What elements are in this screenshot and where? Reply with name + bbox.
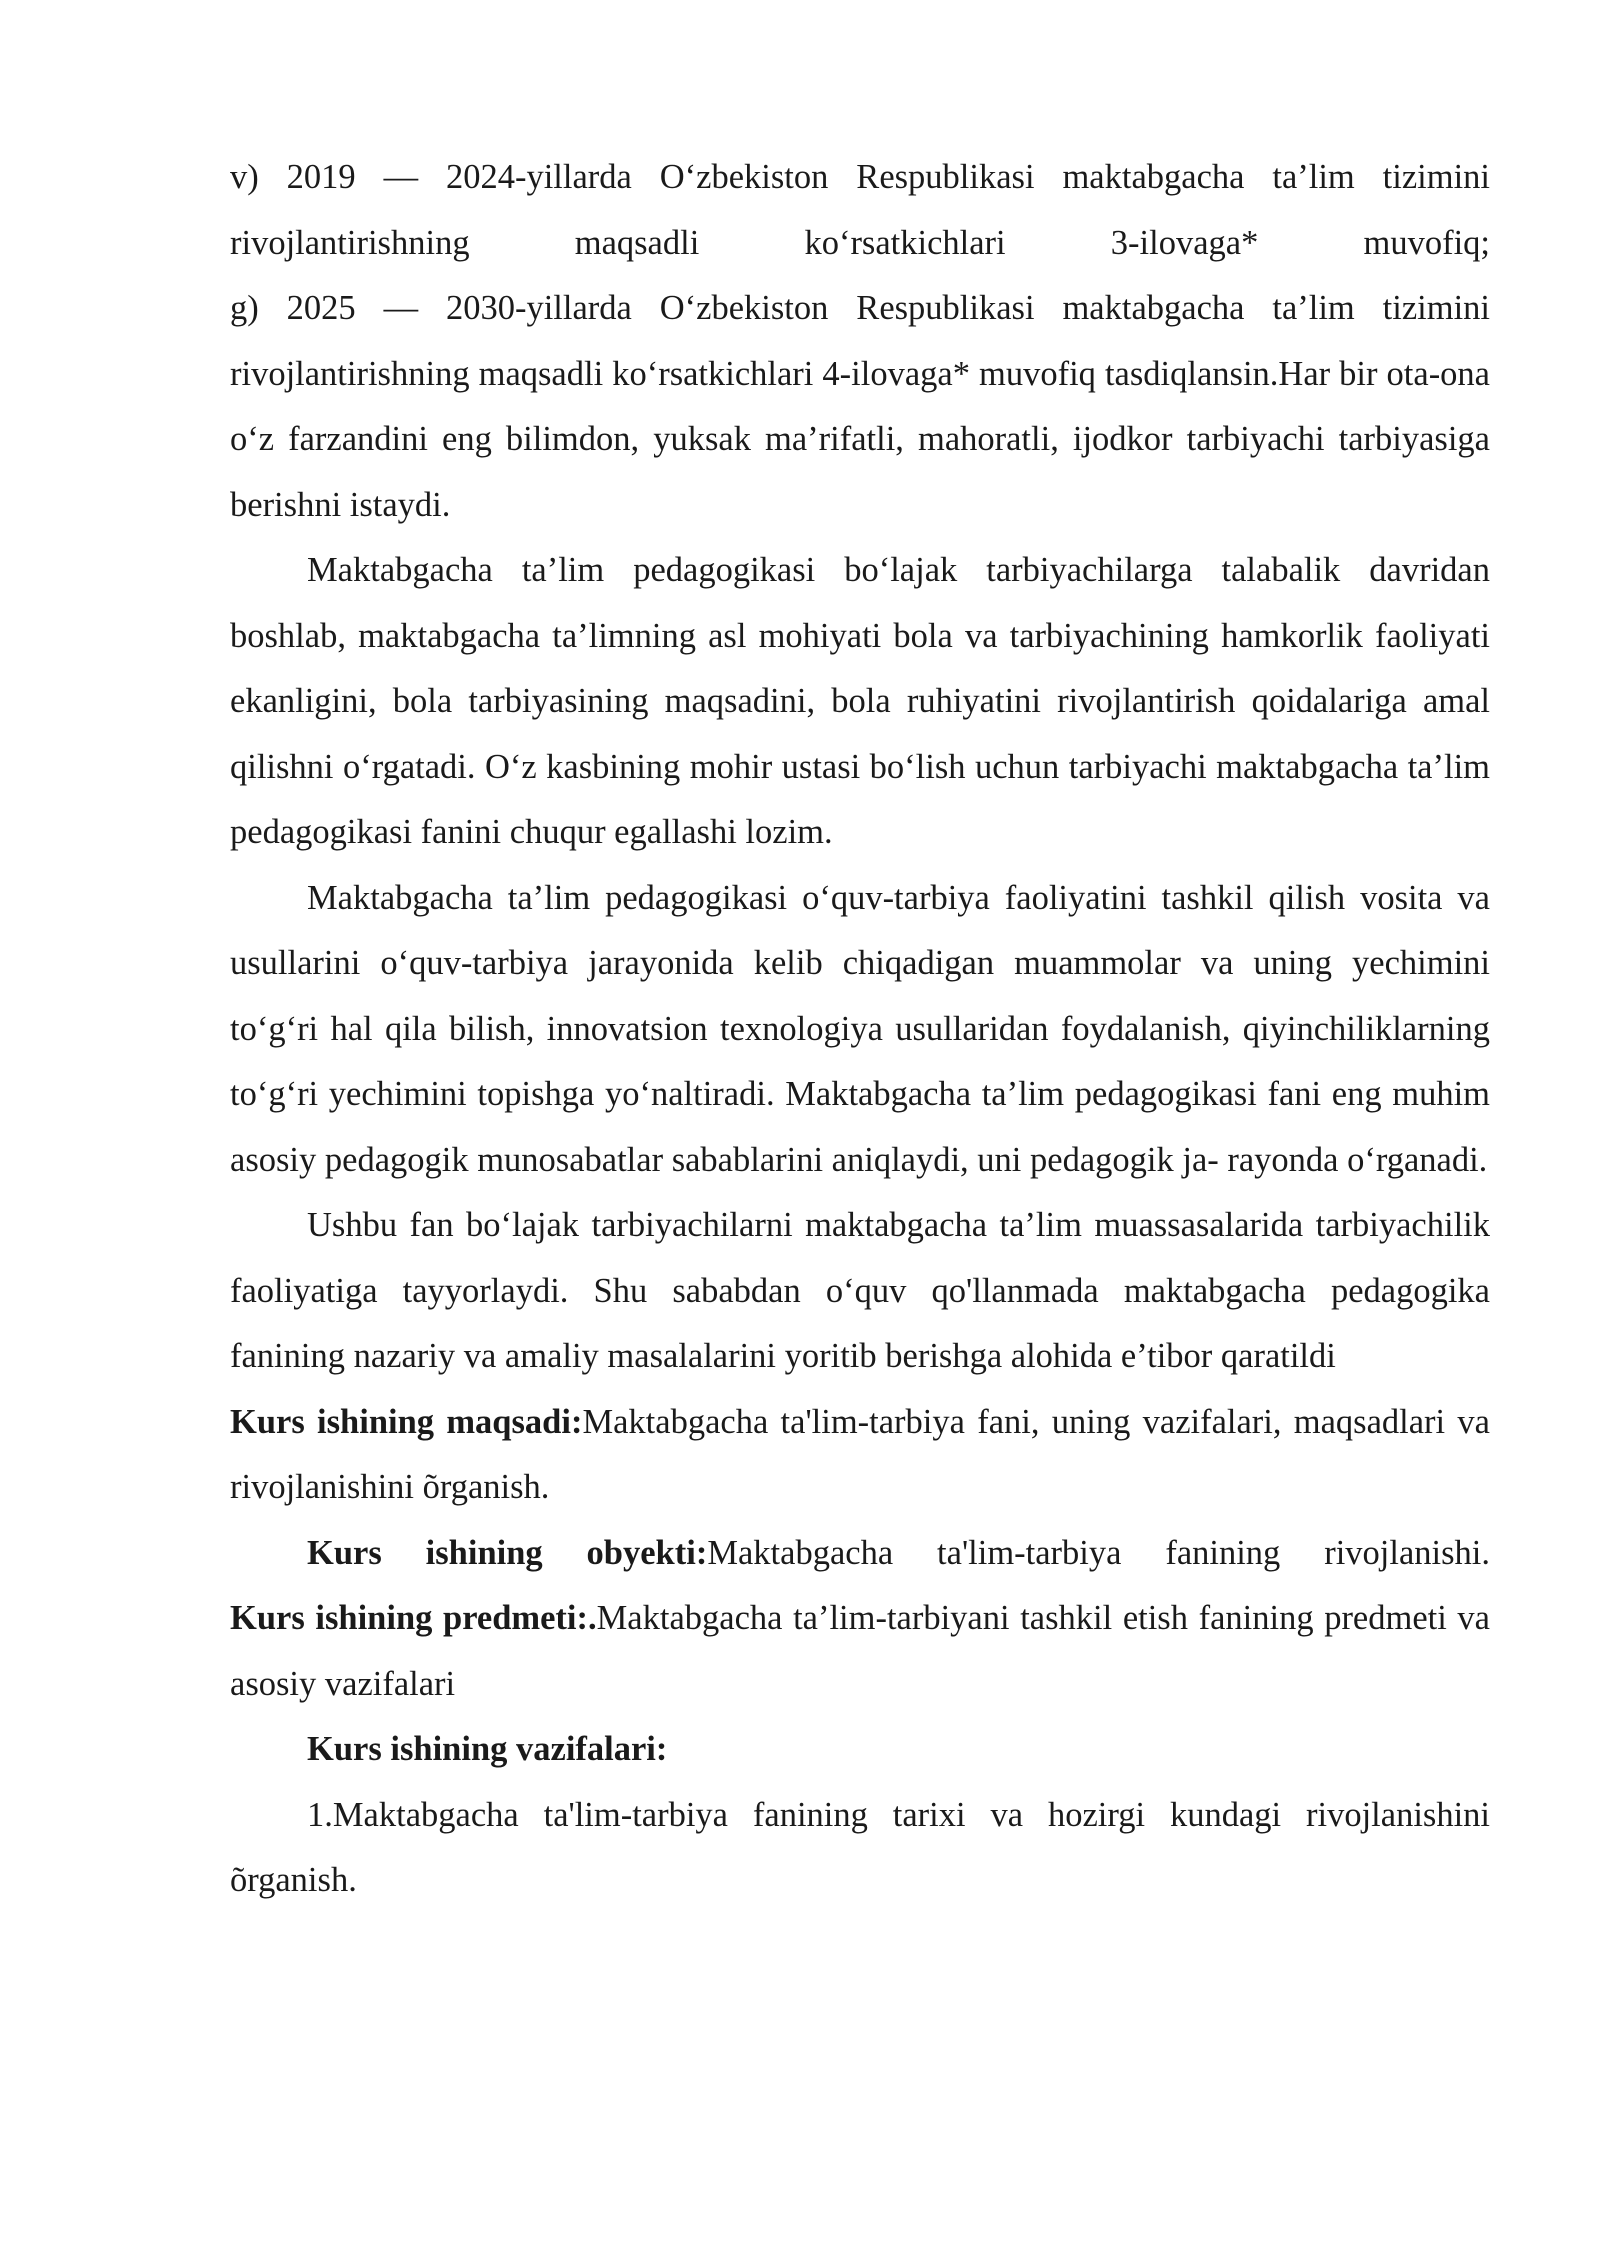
- goal-paragraph: [230, 1390, 1490, 1521]
- intro-line-g: g) 2025 — 2030-yillarda O‘zbekiston Respublikasi maktabgacha ta’lim tizimini rivojlantirishning maqsadli ko‘rsatkichlari 4-ilovaga* muvofiq tasdiqlansin.Har bir ota-ona o‘z farzandini eng bilimdon, yuksak ma’rifatli, mahoratli, ijodkor tarbiyachi tarbiyasiga berishni istaydi.: [230, 289, 1490, 524]
- body-paragraph-1: Maktabgacha ta’lim pedagogikasi bo‘lajak tarbiyachilarga talabalik davridan boshlab, maktabgacha ta’limning asl mohiyati bola va tarbiyachining hamkorlik faoliyati ekanligini, bola tarbiyasining maqsadini, bola ruhiyatini rivojlantirish qoidalariga amal qilishni o‘rgatadi. O‘z kasbining mohir ustasi bo‘lish uchun tarbiyachi maktabgacha ta’lim pedagogikasi fanini chuqur egallashi lozim.: [230, 551, 1490, 851]
- goal-text: Maktabgacha ta'lim-tarbiya fani, uning vazifalari, maqsadlari va rivojlanishini õrganish.: [230, 1402, 1490, 1506]
- goal-label: Kurs ishining maqsadi:: [230, 1402, 583, 1441]
- subject-text: Maktabgacha ta’lim-tarbiyani tashkil etish fanining predmeti va asosiy vazifalari: [230, 1599, 1490, 1703]
- document-body: [230, 145, 1490, 1914]
- object-paragraph: [230, 1521, 1490, 1587]
- subject-label: Kurs ishining predmeti:.: [230, 1599, 597, 1637]
- subject-paragraph: [230, 1586, 1490, 1717]
- intro-paragraph: [230, 145, 1490, 538]
- object-text: Maktabgacha ta'lim-tarbiya fanining rivojlanishi.: [707, 1533, 1490, 1572]
- body-paragraph-3: Ushbu fan bo‘lajak tarbiyachilarni maktabgacha ta’lim muassasalarida tarbiyachilik faoliyatiga tayyorlaydi. Shu sababdan o‘quv qo'llanmada maktabgacha pedagogika fanining nazariy va amaliy masalalarini yoritib berishga alohida e’tibor qaratildi: [230, 1206, 1490, 1375]
- tasks-item-1: 1.Maktabgacha ta'lim-tarbiya fanining tarixi va hozirgi kundagi rivojlanishini õrganish.: [230, 1795, 1490, 1899]
- object-label: Kurs ishining obyekti:: [307, 1533, 708, 1572]
- tasks-heading: Kurs ishining vazifalari:: [307, 1730, 668, 1768]
- body-paragraph-2: Maktabgacha ta’lim pedagogikasi o‘quv-tarbiya faoliyatini tashkil qilish vosita va usullarini o‘quv-tarbiya jarayonida kelib chiqadigan muammolar va uning yechimini to‘g‘ri hal qila bilish, innovatsion texnologiya usullaridan foydalanish, qiyinchiliklarning to‘g‘ri yechimini topishga yo‘naltiradi. Maktabgacha ta’lim pedagogikasi fani eng muhim asosiy pedagogik munosabatlar sabablarini aniqlaydi, uni pedagogik ja- rayonda o‘rganadi.: [230, 878, 1490, 1179]
- intro-line-v: v) 2019 — 2024-yillarda O‘zbekiston Respublikasi maktabgacha ta’lim tizimini rivojlantirishning maqsadli ko‘rsatkichlari 3-ilovaga* muvofiq;: [230, 158, 1490, 262]
